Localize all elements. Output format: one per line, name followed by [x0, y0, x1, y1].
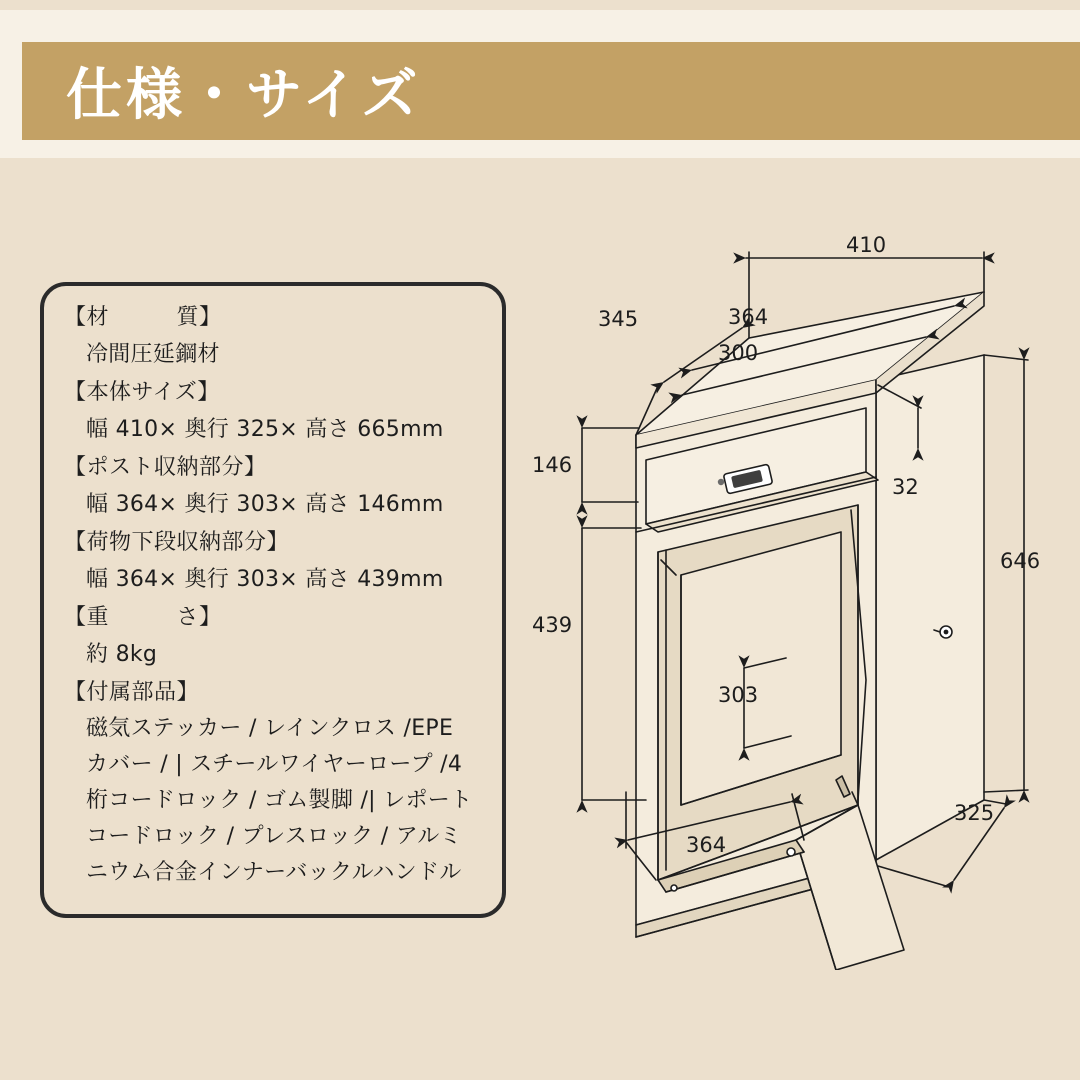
product-dimension-drawing — [506, 180, 1080, 970]
spec-value: 桁コードロック / ゴム製脚 /| レポート — [86, 788, 473, 813]
spec-value: コードロック / プレスロック / アルミ — [86, 824, 462, 849]
spec-list — [64, 300, 492, 893]
dim-label-345: 345 — [598, 307, 639, 331]
dim-label-325: 325 — [954, 801, 995, 825]
dim-label-646: 646 — [1000, 549, 1041, 573]
spec-value: 約 8kg — [86, 642, 158, 667]
spec-panel — [40, 282, 506, 918]
dim-label-364-door: 364 — [686, 833, 727, 857]
spec-value: 磁気ステッカー / レインクロス /EPE — [86, 716, 454, 741]
dim-label-32: 32 — [892, 475, 919, 499]
header-bar — [22, 42, 1080, 140]
spec-item-material — [64, 300, 492, 373]
spec-value: 幅 410× 奥行 325× 高さ 665mm — [86, 417, 444, 442]
spec-value: 冷間圧延鋼材 — [86, 342, 220, 367]
spec-value: ニウム合金インナーバックルハンドル — [86, 860, 462, 885]
dim-label-303: 303 — [718, 683, 759, 707]
spec-item-accessories — [64, 675, 492, 891]
dim-label-439: 439 — [532, 613, 573, 637]
spec-value: 幅 364× 奥行 303× 高さ 146mm — [86, 492, 444, 517]
spec-label: 【重 さ】 — [64, 605, 222, 630]
spec-label: 【付属部品】 — [64, 680, 200, 705]
spec-item-weight — [64, 600, 492, 673]
spec-value: 幅 364× 奥行 303× 高さ 439mm — [86, 567, 444, 592]
dim-label-410: 410 — [846, 233, 887, 257]
spec-item-body-size — [64, 375, 492, 448]
spec-item-lower-storage — [64, 525, 492, 598]
dim-label-146: 146 — [532, 453, 573, 477]
dim-label-364-top: 364 — [728, 305, 769, 329]
spec-label: 【荷物下段収納部分】 — [64, 530, 290, 555]
spec-label: 【材 質】 — [64, 305, 222, 330]
dim-label-300: 300 — [718, 341, 759, 365]
spec-label: 【ポスト収納部分】 — [64, 455, 267, 480]
spec-item-post-storage — [64, 450, 492, 523]
header-band — [0, 10, 1080, 158]
spec-label: 【本体サイズ】 — [64, 380, 220, 405]
page-title: 仕様・サイズ — [66, 63, 422, 128]
spec-value: カバー / | スチールワイヤーロープ /4 — [86, 752, 463, 777]
